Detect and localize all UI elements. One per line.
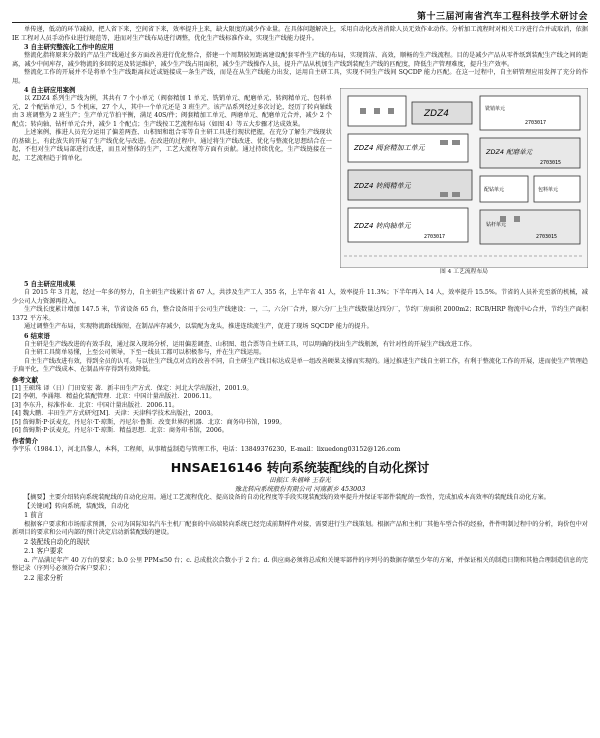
reference-item: [5] 詹姆斯·P·沃麦克，丹尼尔·T·琼斯，丹尼尔·鲁斯．改变世界的机器．北京：商务印书馆，1999。	[12, 418, 286, 426]
heading-section-4: 4 自主研应用案例	[24, 86, 76, 94]
paragraph-intro: 单传递，低动的环节减掉，把人省下来，空间省下来，效率提升上来，缺大限度的减少作业量。在具体问题解决上，采用自动化改善消除人员无效作业动作。分析加工流程时对相关工序进行合并或取消，依据 IE 工程对人员手动作业进行规范等，进而对生产线布局进行调整，优化生产线标准作业，实现生产线能力提升。	[12, 26, 588, 42]
equipment-mark	[440, 140, 448, 145]
label-zdz4-right: ZDZ4 配磨单元	[486, 148, 533, 156]
label-code4: 2703015	[536, 234, 558, 240]
paragraph-6a: 自主研是生产线改进的有效手段，通过深入现场分析，运用偏差调查、山积图、组合票等自主研工具，可以明确的找出生产线瓶颈，有针对性的开展生产线改进工作。	[24, 340, 476, 348]
equipment-mark	[388, 108, 394, 114]
heading-section-3: 3 自主研究整流化工作中的应用	[24, 43, 114, 51]
equipment-mark	[440, 192, 448, 197]
paragraph-5b: 生产线长度累计增加 147.5 米，节省设备 65 台，整合设备用于公司生产线建设：一，二，六分厂合并，原六分厂上生产线数量达四分厂，节约厂房面积 2000m2；RCB/HRP 物流中心合并，节约生产面积 1372 平方米。	[12, 306, 588, 322]
equipment-mark	[452, 140, 460, 145]
label-zdz4-lower: ZDZ4 转向轴单元	[354, 222, 411, 230]
reference-item: [3] 李东升，标准作业．北京：中国计量出版社．2006.11。	[12, 401, 179, 409]
equipment-mark	[360, 108, 366, 114]
label-unit-a: 铣销单元	[485, 106, 506, 112]
article2-heading-2-1: 2.1 客户要求	[24, 547, 63, 555]
reference-item: [6] 詹姆斯·P·沃麦克，丹尼尔·T·琼斯．精益思想．北京：商务印书馆，2006。	[12, 427, 228, 434]
article2-paragraph-2-1: a. 产品满足年产 40 万台的要求；b.0 公里 PPM≤50 台；c. 总成批次合数小于 2 台；d. 供应商必须将总成和关键零部件的序列号的数据存储至少年的方案，并保证相关的制造日期和其他合理制造信息的完整记录（序列号必须符合客户要求）；	[12, 556, 588, 572]
reference-item: [1] 王硕珠 译（日）门田安宏 著．新丰田生产方式．保定：河北大学出版社，2001.9。	[12, 384, 253, 392]
article2-heading-2-2: 2.2 需求分析	[24, 573, 63, 582]
equipment-mark	[452, 192, 460, 197]
paragraph-5c: 通过调整生产布局，实现物流路线缩短，在制品库存减少，以装配为龙头，推进连续流生产，促进了现场 SQCDP 能力的提升。	[24, 323, 373, 330]
article2-title: HNSAE16146 转向系统装配线的自动化探讨	[170, 460, 430, 475]
label-unit-b: 配钻单元	[484, 187, 505, 193]
label-code2: 2703015	[540, 160, 562, 166]
label-code3: 2703017	[424, 234, 446, 240]
label-zdz4-top: ZDZ4	[424, 109, 449, 119]
label-zdz4-bottom: ZDZ4 转阀精单元	[354, 182, 411, 190]
header-rule	[12, 22, 588, 23]
article2-heading-1: 1 前言	[24, 511, 44, 519]
article2-authors: 田振江 朱福峰 王春光	[269, 476, 331, 484]
paragraph-4a: 以 ZDZ4 系列生产线为例，其共有 7 个小单元（阀套精加 1 单元、铣销单元、配磨单元、转阀精单元、包料单元、2 个配钻单元），5 个机床，27 个人，其中一个单元还是 3 班生产。该产品系列经过多次讨论，经历了转向轴线由 3 班调整为 2 班生产；生产单元节拍平衡，满足 40S/件；阀套精加工单元、两磨单元、配磨单元合并，减少 2 个配点；转向轴、钻杆单元合并，减少 1 个配点；生产线按工艺流程布局（如图 4）等五大步骤才达成效果。	[12, 95, 332, 128]
paragraph-3b: 整流化工作的开展并不是将单个生产线距离拉近或链接成一条生产线，而是在从生产线能力出发，运用自主研工具，实现不同生产线间 SQCDP 能力匹配。在这一过程中，自主研管理应用发挥了充分的作用。	[12, 69, 588, 85]
figure-4	[340, 88, 588, 278]
author-bio: 李宇乐（1984.1），河北昌黎人，本科，工程师，从事精益制造与管理工作，电话：13849376230，E-mail：lixuedong03152@126.com	[12, 445, 401, 453]
label-code1: 2703017	[525, 120, 547, 126]
article2-keywords: 【关键词】转向系统，装配线，自动化	[24, 502, 130, 510]
label-zdz4-mid: ZDZ4 阀套精加工单元	[354, 144, 425, 152]
paragraph-4b: 上述案例，推进人员充分运用了偏差两查、山积图和组合零等自主研工具进行现状把握，在充分了解生产线现状的基础上，有此放失的开展了生产线优化与改进。在改进的过程中，通过将生产线改进、优化与整流化思想结合在一起，不但对生产线局部进行改进，而且对整体的生产，工艺大流程等方面有贡献。通过持续优化，生产线链接在一起，工艺流程趋于简单化。	[12, 129, 332, 162]
heading-section-6: 6 结束语	[24, 331, 50, 340]
section-4-wrap	[12, 86, 588, 280]
paragraph-5a: 自 2015 年 3 月起，经过一年多的努力，自主研生产线累计省 67 人，共涉及生产工人 355 名，上半年省 41 人，效率提升 11.3%；下半年再入 14 人，效率提升 15.5%。节省的人员补充至新的机械，减少公司人力资源再投入。	[12, 289, 588, 305]
paragraph-6b: 自主研工具简单易懂，上至公司领导，下至一线员工都可以积极参与，并在生产线运用。	[24, 349, 266, 356]
article2-paragraph-1: 根据客户要求和市场需求预测，公司为国际知名汽车主机厂配套的中高端转向系统已经完成前期样件对接，需要进行生产线策划。根据产品和主机厂其他车型合作的经验，件件明制过程中的分析，询价包中对新项目的要求和公司内部的预计决定启动新装配线的建设。	[12, 520, 588, 536]
layout-diagram	[340, 88, 588, 268]
equipment-mark	[500, 216, 506, 222]
label-unit-d: 钻杆单元	[486, 222, 507, 228]
page-body	[12, 26, 588, 583]
reference-item: [2] 李朝，李涌翔．精益化装配管理．北京：中国计量出版社．2006.11。	[12, 393, 216, 400]
figure-caption: 图 4 工艺流程布局	[440, 269, 488, 275]
label-unit-c: 包料单元	[538, 187, 559, 193]
running-header: 第十三届河南省汽车工程科技学术研讨会	[416, 12, 588, 22]
paragraph-6c: 自主生产线改进有效，得到全员的认可。与以往生产线点对点的改善不同，自主研生产线目标达成是单一组改善硬果支撑而实现的。通过推进生产线自主研工作，有利于整流化工作的开展，进而使生产管理趋于扁平化，生产线成本、在制品库存得到有效降低。	[12, 357, 588, 373]
heading-references: 参考文献	[12, 375, 38, 384]
reference-item: [4] 魏大鹏．丰田生产方式研究[M]．天津：天津科学技术出版社，2003。	[12, 410, 217, 417]
equipment-mark	[514, 216, 520, 222]
paragraph-3a: 整流化指将原来分散的产品生产线通过多方面改善进行优化整合，搭建一个周期较短距离建设配套零件生产线的布局，实现简洁、高效，顺畅的生产线流程。目的是减少产品从零件纸到装配生产线之间的距离，减少中间库存，减少物流的多回转运及转运维护，减少生产线占用面积，减少生产线操作人员，提升产品从机加生产线到装配生产线的匹配度，降低生产管理难度，提升生产效率。	[12, 52, 588, 68]
article2-abstract: 【摘要】主要介绍转向系统装配线的自动化应用。通过工艺流程优化、提高设备的自动化程度等手段实现装配线的效率提升并保证零部件装配的一致性，完成加成本高效率的装配线自动化方案。	[24, 494, 550, 501]
article2-heading-2: 2 装配线自动化的现状	[24, 537, 90, 546]
heading-author: 作者简介	[12, 436, 38, 445]
heading-section-5: 5 自主研应用成果	[24, 280, 76, 288]
equipment-mark	[374, 108, 380, 114]
article2-affiliation: 豫北转向系统股份有限公司 河南新乡 453003	[234, 485, 366, 493]
